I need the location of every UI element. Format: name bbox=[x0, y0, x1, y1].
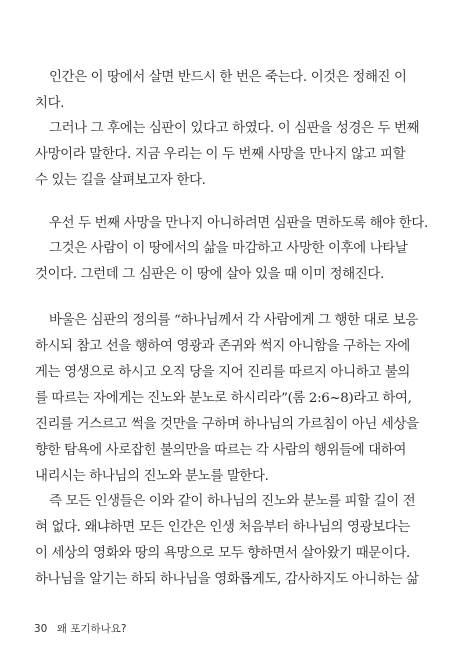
text-line: 향한 탐욕에 사로잡힌 불의만을 따르는 각 사람의 행위들에 대하여 bbox=[35, 443, 407, 458]
text-line: 그러나 그 후에는 심판이 있다고 하였다. 이 심판을 성경은 두 번째 bbox=[49, 121, 420, 136]
text-line: 하시되 참고 선을 행하여 영광과 존귀와 썩지 아니함을 구하는 자에 bbox=[35, 339, 410, 354]
text-line: 수 있는 길을 살펴보고자 한다. bbox=[35, 173, 206, 188]
text-line: 진리를 거스르고 썩을 것만을 구하며 하나님의 가르침이 아닌 세상을 bbox=[35, 417, 419, 432]
book-title: 왜 포기하나요? bbox=[56, 623, 127, 635]
text-line: 우선 두 번째 사망을 만나지 아니하려면 심판을 면하도록 해야 한다. bbox=[49, 216, 428, 231]
page-footer bbox=[34, 621, 127, 636]
text-line: 바울은 심판의 정의를 “하나님께서 각 사람에게 그 행한 대로 보응 bbox=[49, 313, 418, 328]
text-line: 사망이라 말한다. 지금 우리는 이 두 번째 사망을 만나지 않고 피할 bbox=[35, 147, 406, 162]
text-line: 그것은 사람이 이 땅에서의 삶을 마감하고 사망한 이후에 나타날 bbox=[49, 241, 408, 256]
text-line: 하나님을 알기는 하되 하나님을 영화롭게도, 감사하지도 아니하는 삶 bbox=[35, 572, 419, 587]
text-line: 이 세상의 영화와 땅의 욕망으로 모두 향하면서 살아왔기 때문이다. bbox=[35, 546, 410, 561]
text-line: 즉 모든 인생들은 이와 같이 하나님의 진노와 분노를 피할 길이 전 bbox=[49, 494, 416, 509]
text-line: 게는 영생으로 하시고 오직 당을 지어 진리를 따르지 아니하고 불의 bbox=[35, 365, 410, 380]
text-line: 혀 없다. 왜냐하면 모든 인간은 인생 처음부터 하나님의 영광보다는 bbox=[35, 520, 410, 535]
page-number: 30 bbox=[34, 623, 48, 635]
text-line: 내리시는 하나님의 진노와 분노를 말한다. bbox=[35, 469, 269, 484]
text-line: 인간은 이 땅에서 살면 반드시 한 번은 죽는다. 이것은 정해진 이 bbox=[49, 70, 407, 85]
text-line: 를 따르는 자에게는 진노와 분노로 하시리라”(롬 2:6~8)라고 하여, bbox=[35, 391, 412, 406]
text-line: 것이다. 그런데 그 심판은 이 땅에 살아 있을 때 이미 정해진다. bbox=[35, 267, 384, 282]
text-line: 치다. bbox=[35, 96, 65, 111]
